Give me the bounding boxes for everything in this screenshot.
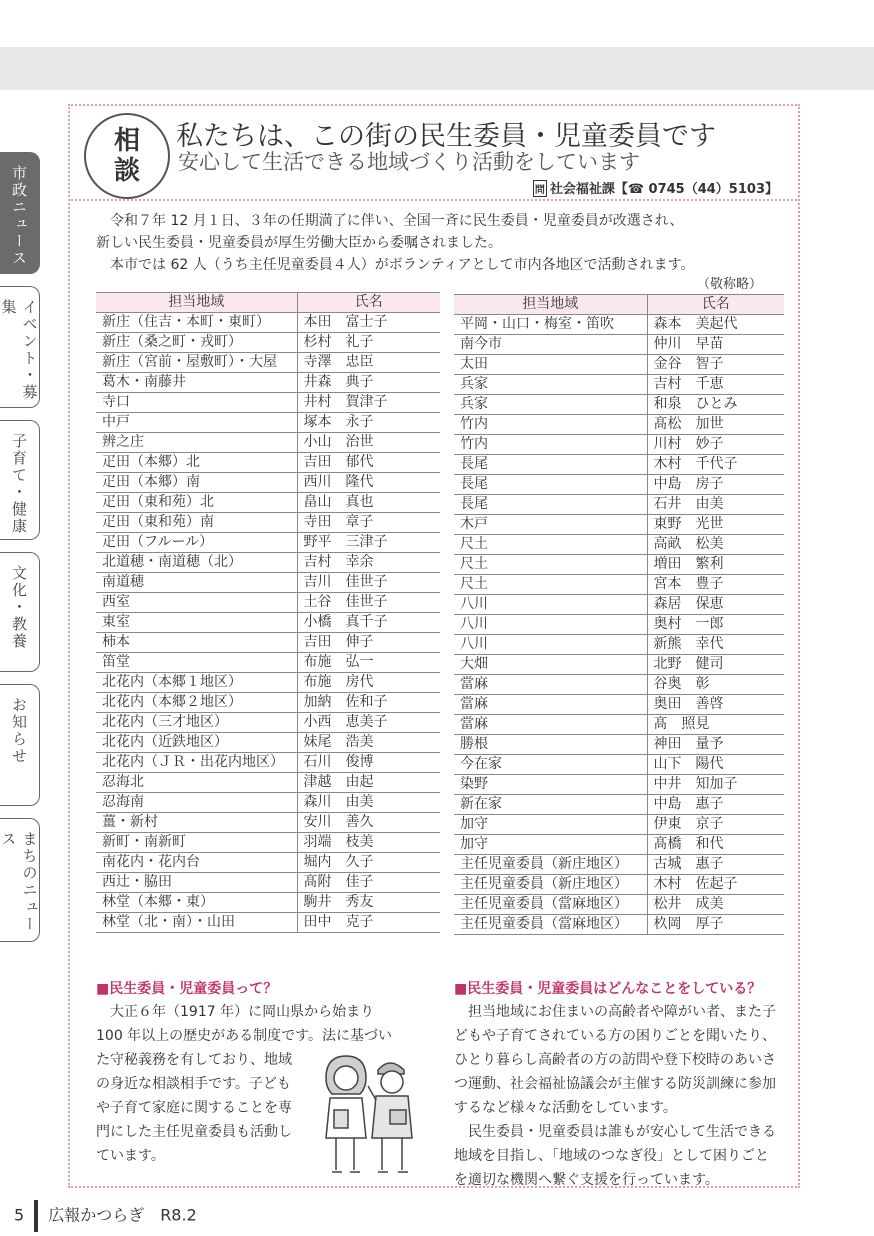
area-cell: 西辻・脇田 (96, 873, 297, 893)
intro-line: 本市では 62 人（うち主任児童委員４人）がボランティアとして市内各地区で活動されます。 (110, 257, 695, 273)
table-row (454, 455, 784, 475)
name-cell: 土谷 佳世子 (297, 593, 440, 613)
name-cell: 奥村 一郎 (647, 615, 784, 635)
area-cell: 八川 (454, 635, 647, 655)
table-row (96, 793, 440, 813)
area-cell: 主任児童委員（當麻地区） (454, 895, 647, 915)
name-cell: 和泉 ひとみ (647, 395, 784, 415)
name-cell: 吉田 伸子 (297, 633, 440, 653)
page-number: 5 (14, 1205, 25, 1225)
table-row (96, 333, 440, 353)
table-row (96, 673, 440, 693)
table-row (96, 533, 440, 553)
table-row (454, 575, 784, 595)
tab-notices[interactable] (0, 684, 40, 806)
table-row (454, 835, 784, 855)
contact-info (533, 178, 778, 197)
table-row (454, 635, 784, 655)
area-cell: 尺土 (454, 575, 647, 595)
name-cell: 布施 房代 (297, 673, 440, 693)
body-line: の身近な相談相手です。子ども (96, 1076, 291, 1092)
area-cell: 新町・南新町 (96, 833, 297, 853)
table-row (96, 453, 440, 473)
area-cell: 新在家 (454, 795, 647, 815)
name-cell: 奥田 善啓 (647, 695, 784, 715)
intro-line: 新しい民生委員・児童委員が厚生労働大臣から委嘱されました。 (96, 235, 502, 251)
area-cell: 勝根 (454, 735, 647, 755)
name-cell: 増田 繁利 (647, 555, 784, 575)
name-cell: 森本 美起代 (647, 315, 784, 335)
name-cell: 石川 俊博 (297, 753, 440, 773)
area-cell: 兵家 (454, 375, 647, 395)
tab-label: 市政ニュース (10, 165, 28, 267)
header-divider (68, 199, 800, 201)
area-cell: 平岡・山口・梅室・笛吹 (454, 315, 647, 335)
area-cell: 當麻 (454, 715, 647, 735)
logo-char: 相 (113, 126, 140, 156)
top-band (0, 47, 874, 90)
name-cell: 金谷 智子 (647, 355, 784, 375)
table-row (454, 415, 784, 435)
name-cell: 森居 保恵 (647, 595, 784, 615)
area-cell: 八川 (454, 595, 647, 615)
area-cell: 忍海南 (96, 793, 297, 813)
name-cell: 安川 善久 (297, 813, 440, 833)
name-cell: 川村 妙子 (647, 435, 784, 455)
name-cell: 野平 三津子 (297, 533, 440, 553)
table-row (454, 375, 784, 395)
body-line: ています。 (96, 1148, 165, 1164)
table-row (96, 853, 440, 873)
table-row (96, 573, 440, 593)
table-row (96, 873, 440, 893)
table-row (454, 435, 784, 455)
table-row (454, 495, 784, 515)
area-cell: 新庄（宮前・屋敷町）・大屋 (96, 353, 297, 373)
table-row (454, 535, 784, 555)
area-cell: 忍海北 (96, 773, 297, 793)
table-row (454, 895, 784, 915)
intro-line: 令和７年 12 月１日、３年の任期満了に伴い、全国一斉に民生委員・児童委員が改選され、 (110, 213, 684, 229)
area-cell: 南道穂 (96, 573, 297, 593)
area-cell: 林堂（本郷・東） (96, 893, 297, 913)
name-cell: 妹尾 浩美 (297, 733, 440, 753)
table-row (454, 695, 784, 715)
honorific-note: （敬称略） (696, 277, 762, 292)
page-footer (14, 1200, 197, 1232)
col-header-area: 担当地域 (96, 293, 297, 313)
body-line: や子育て家庭に関することを専 (96, 1100, 292, 1116)
name-cell: 田中 克子 (297, 913, 440, 933)
name-cell: 駒井 秀友 (297, 893, 440, 913)
area-cell: 北花内（近鉄地区） (96, 733, 297, 753)
area-cell: 東室 (96, 613, 297, 633)
table-row (454, 315, 784, 335)
name-cell: 神田 量予 (647, 735, 784, 755)
area-cell: 南花内・花内台 (96, 853, 297, 873)
tab-culture[interactable] (0, 552, 40, 672)
intro-text (96, 210, 776, 276)
table-row (96, 433, 440, 453)
area-cell: 柿本 (96, 633, 297, 653)
page-subtitle: 安心して生活できる地域づくり活動をしています (178, 150, 640, 174)
table-row (96, 813, 440, 833)
name-cell: 谷奥 彰 (647, 675, 784, 695)
table-row (454, 735, 784, 755)
table-row (96, 593, 440, 613)
area-cell: 竹内 (454, 435, 647, 455)
area-cell: 主任児童委員（當麻地区） (454, 915, 647, 935)
section-heading-activities: ■民生委員・児童委員はどんなことをしている？ (454, 981, 762, 997)
area-cell: 西室 (96, 593, 297, 613)
area-cell: 寺口 (96, 393, 297, 413)
tab-city-news[interactable] (0, 152, 40, 274)
area-cell: 兵家 (454, 395, 647, 415)
area-cell: 尺土 (454, 555, 647, 575)
name-cell: 髙橋 和代 (647, 835, 784, 855)
table-row (96, 893, 440, 913)
area-cell: 疋田（本郷）北 (96, 453, 297, 473)
area-cell: 長尾 (454, 495, 647, 515)
name-cell: 中井 知加子 (647, 775, 784, 795)
name-cell: 堀内 久子 (297, 853, 440, 873)
name-cell: 宮本 豊子 (647, 575, 784, 595)
area-cell: 北花内（本郷２地区） (96, 693, 297, 713)
area-cell: 大畑 (454, 655, 647, 675)
body-line: 大正６年（1917 年）に岡山県から始まり (110, 1004, 375, 1020)
name-cell: 吉村 幸余 (297, 553, 440, 573)
table-row (96, 713, 440, 733)
name-cell: 吉川 佳世子 (297, 573, 440, 593)
tab-events[interactable] (0, 286, 40, 408)
table-row (454, 795, 784, 815)
area-cell: 八川 (454, 615, 647, 635)
area-cell: 北道穂・南道穂（北） (96, 553, 297, 573)
area-cell: 主任児童委員（新庄地区） (454, 875, 647, 895)
table-row (96, 353, 440, 373)
name-cell: 高畝 松美 (647, 535, 784, 555)
area-cell: 加守 (454, 835, 647, 855)
name-cell: 髙附 佳子 (297, 873, 440, 893)
area-cell: 疋田（本郷）南 (96, 473, 297, 493)
col-header-area: 担当地域 (454, 295, 647, 315)
table-row (454, 515, 784, 535)
area-cell: 疋田（フルール） (96, 533, 297, 553)
name-cell: 井森 典子 (297, 373, 440, 393)
tab-label: 文化・教養 (10, 565, 28, 650)
table-row (96, 613, 440, 633)
table-row (454, 755, 784, 775)
table-row (96, 773, 440, 793)
contact-text: 社会福祉課【☎ 0745（44）5103】 (549, 182, 778, 197)
area-cell: 今在家 (454, 755, 647, 775)
area-cell: 北花内（三才地区） (96, 713, 297, 733)
area-cell: 北花内（本郷１地区） (96, 673, 297, 693)
table-row (96, 473, 440, 493)
table-row (96, 653, 440, 673)
area-cell: 主任児童委員（新庄地区） (454, 855, 647, 875)
area-cell: 林堂（北・南）・山田 (96, 913, 297, 933)
area-cell: 長尾 (454, 455, 647, 475)
table-row (454, 555, 784, 575)
table-row (454, 615, 784, 635)
area-cell: 尺土 (454, 535, 647, 555)
name-cell: 中島 房子 (647, 475, 784, 495)
name-cell: 加納 佐和子 (297, 693, 440, 713)
name-cell: 髙松 加世 (647, 415, 784, 435)
name-cell: 中島 惠子 (647, 795, 784, 815)
area-cell: 薑・新村 (96, 813, 297, 833)
area-cell: 新庄（住吉・本町・東町） (96, 313, 297, 333)
name-cell: 西川 隆代 (297, 473, 440, 493)
col-header-name: 氏名 (647, 295, 784, 315)
area-cell: 竹内 (454, 415, 647, 435)
body-line: た守秘義務を有しており、地域 (96, 1052, 292, 1068)
area-cell: 葛木・南藤井 (96, 373, 297, 393)
table-row (454, 855, 784, 875)
name-cell: 新熊 幸代 (647, 635, 784, 655)
table-row (96, 553, 440, 573)
name-cell: 杦岡 厚子 (647, 915, 784, 935)
table-row (454, 815, 784, 835)
table-row (454, 655, 784, 675)
name-cell: 山下 陽代 (647, 755, 784, 775)
name-cell: 羽端 枝美 (297, 833, 440, 853)
name-cell: 吉村 千恵 (647, 375, 784, 395)
body-line: 100 年以上の歴史がある制度です。法に基づい (96, 1028, 393, 1044)
page-title: 私たちは、この街の民生委員・児童委員です (176, 121, 716, 152)
table-row (454, 395, 784, 415)
area-cell: 太田 (454, 355, 647, 375)
name-cell: 小橋 真千子 (297, 613, 440, 633)
name-cell: 北野 健司 (647, 655, 784, 675)
footer-divider (34, 1200, 38, 1232)
area-cell: 當麻 (454, 675, 647, 695)
body-paragraph: 担当地域にお住まいの高齢者や障がい者、また子どもや子育てされている方の困りごとを聞いたり、ひとり暮らし高齢者の方の訪問や登下校時のあいさつ運動、社会福祉協議会が主催する防災訓練に参加するなど様々な活動をしています。 (454, 1004, 776, 1116)
table-row (454, 675, 784, 695)
name-cell: 吉田 郁代 (297, 453, 440, 473)
name-cell: 杉村 礼子 (297, 333, 440, 353)
volunteers-illustration (308, 1048, 424, 1178)
tab-label: まちのニュース (0, 831, 39, 933)
area-cell: 木戸 (454, 515, 647, 535)
area-cell: 南今市 (454, 335, 647, 355)
name-cell: 木村 佐起子 (647, 875, 784, 895)
table-row (454, 775, 784, 795)
tab-label: イベント・募集 (0, 299, 39, 401)
name-cell: 畠山 真也 (297, 493, 440, 513)
name-cell: 石井 由美 (647, 495, 784, 515)
members-table-left (96, 292, 440, 933)
table-row (96, 753, 440, 773)
area-cell: 長尾 (454, 475, 647, 495)
consultation-logo (84, 113, 170, 199)
name-cell: 木村 千代子 (647, 455, 784, 475)
table-row (96, 413, 440, 433)
table-row (96, 373, 440, 393)
name-cell: 髙 照見 (647, 715, 784, 735)
tab-town-news[interactable] (0, 818, 40, 942)
area-cell: 北花内（ＪＲ・出花内地区） (96, 753, 297, 773)
name-cell: 森川 由美 (297, 793, 440, 813)
section-body-activities (454, 1000, 782, 1192)
table-row (96, 833, 440, 853)
col-header-name: 氏名 (297, 293, 440, 313)
name-cell: 寺田 章子 (297, 513, 440, 533)
name-cell: 布施 弘一 (297, 653, 440, 673)
table-row (96, 693, 440, 713)
area-cell: 笛堂 (96, 653, 297, 673)
publication-name: 広報かつらぎ R8.2 (48, 1205, 197, 1225)
table-row (454, 715, 784, 735)
area-cell: 新庄（桑之町・戎町） (96, 333, 297, 353)
table-row (96, 393, 440, 413)
table-row (96, 633, 440, 653)
name-cell: 塚本 永子 (297, 413, 440, 433)
body-line: 門にした主任児童委員も活動し (96, 1124, 292, 1140)
area-cell: 加守 (454, 815, 647, 835)
table-row (454, 915, 784, 935)
table-row (96, 513, 440, 533)
area-cell: 疋田（東和苑）南 (96, 513, 297, 533)
area-cell: 疋田（東和苑）北 (96, 493, 297, 513)
logo-char: 談 (113, 156, 140, 186)
tab-label: 子育て・健康 (10, 433, 28, 535)
table-row (96, 913, 440, 933)
tab-label: お知らせ (10, 697, 28, 765)
area-cell: 中戸 (96, 413, 297, 433)
table-row (96, 733, 440, 753)
table-row (454, 335, 784, 355)
inquiry-icon: 問 (533, 180, 547, 197)
name-cell: 小山 治世 (297, 433, 440, 453)
section-heading-what: ■民生委員・児童委員って？ (96, 981, 278, 997)
name-cell: 津越 由起 (297, 773, 440, 793)
area-cell: 辨之庄 (96, 433, 297, 453)
body-paragraph: 民生委員・児童委員は誰もが安心して生活できる地域を目指し、「地域のつなぎ役」として困りごとを適切な機関へ繋ぐ支援を行っています。 (454, 1124, 776, 1188)
name-cell: 小西 恵美子 (297, 713, 440, 733)
tab-childcare-health[interactable] (0, 420, 40, 540)
area-cell: 染野 (454, 775, 647, 795)
table-row (96, 493, 440, 513)
name-cell: 仲川 早苗 (647, 335, 784, 355)
table-row (454, 475, 784, 495)
name-cell: 寺澤 忠臣 (297, 353, 440, 373)
name-cell: 井村 賀津子 (297, 393, 440, 413)
name-cell: 東野 光世 (647, 515, 784, 535)
name-cell: 古城 惠子 (647, 855, 784, 875)
name-cell: 伊東 京子 (647, 815, 784, 835)
table-row (454, 595, 784, 615)
area-cell: 當麻 (454, 695, 647, 715)
members-table-right (454, 294, 784, 935)
table-row (96, 313, 440, 333)
name-cell: 本田 富士子 (297, 313, 440, 333)
table-row (454, 355, 784, 375)
table-row (454, 875, 784, 895)
name-cell: 松井 成美 (647, 895, 784, 915)
